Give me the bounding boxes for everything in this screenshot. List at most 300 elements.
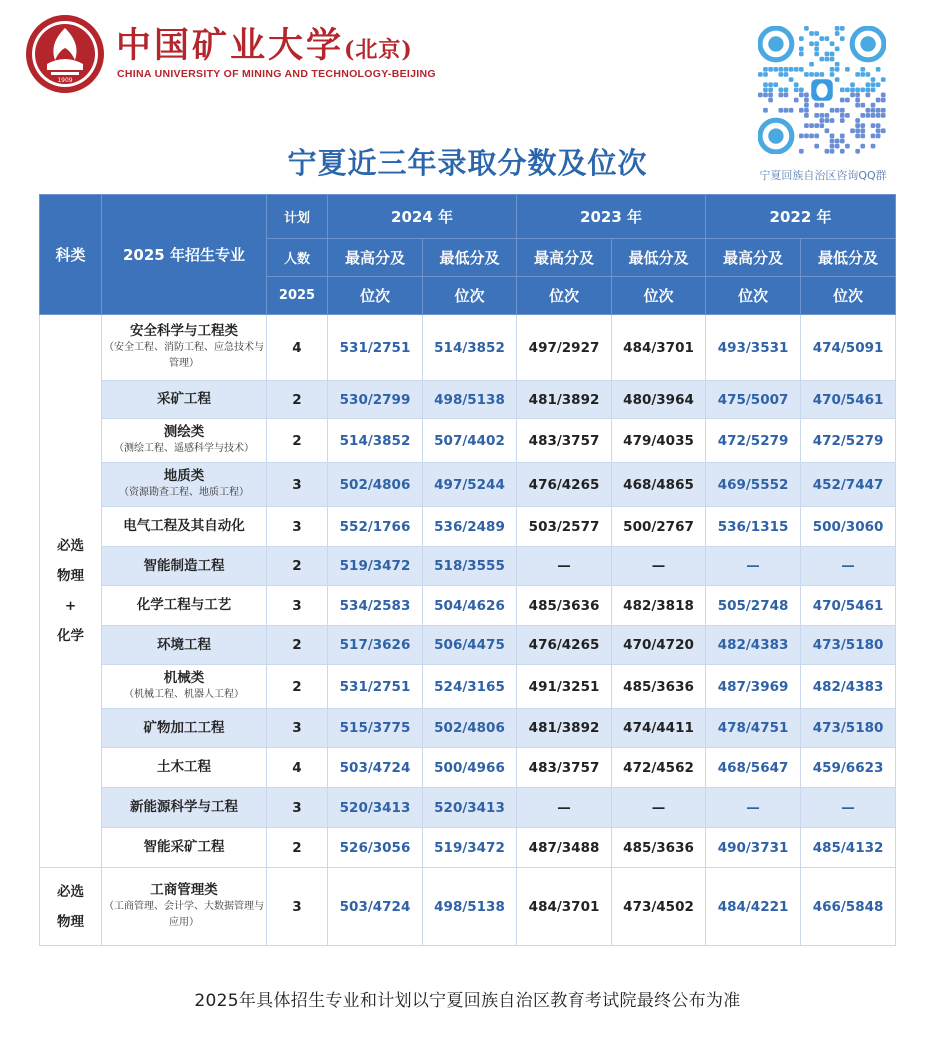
score-rank-cell: 497/5244 [423,463,517,507]
score-rank-cell: 470/4720 [612,626,706,665]
qr-module [804,72,809,77]
qr-module [835,62,840,67]
university-name-cn: 中国矿业大学(北京) [116,25,413,66]
qr-module [876,123,881,128]
major-cell [102,709,267,748]
qr-module [866,108,871,113]
score-rank-cell: — [517,547,612,586]
header-year-2022: 2022 年 [706,195,896,239]
qr-module [814,113,819,118]
qr-module [799,36,804,41]
category-line: 必选 [57,883,84,900]
table-row [40,868,896,946]
score-rank-cell: 520/3413 [423,788,517,828]
table-row [40,419,896,463]
qr-module [763,67,768,72]
qr-module [855,123,860,128]
qr-module [763,93,768,98]
qr-module [850,82,855,87]
qr-module [881,128,886,133]
major-name: 化学工程与工艺 [136,597,232,613]
major-cell [102,748,267,788]
header-2023-min-line1: 最低分及 [612,239,706,277]
qr-module [825,128,830,133]
qr-module [804,103,809,108]
qr-module [881,108,886,113]
score-rank-cell: — [612,788,706,828]
major-name: 智能采矿工程 [143,839,225,855]
qr-module [825,57,830,62]
qr-module [768,98,773,103]
header-2024-max-line1: 最高分及 [328,239,423,277]
score-rank-cell: 536/2489 [423,507,517,547]
qr-caption: 宁夏回族自治区咨询QQ群 [759,169,887,182]
qr-module [866,72,871,77]
header-2022-max-line1: 最高分及 [706,239,801,277]
qr-module [814,41,819,46]
score-rank-cell: 481/3892 [517,709,612,748]
score-rank-cell: 485/3636 [612,828,706,868]
qr-module [871,77,876,82]
qr-module [804,113,809,118]
qr-module [850,93,855,98]
qr-module [830,118,835,123]
score-rank-cell: 478/4751 [706,709,801,748]
qq-group-qr-code[interactable] [758,26,886,154]
score-rank-cell: 485/4132 [801,828,896,868]
qr-module [866,82,871,87]
qr-module [758,72,763,77]
major-name: 土木工程 [157,759,211,775]
score-rank-cell: 530/2799 [328,381,423,419]
major-name: 地质类 [163,468,205,484]
qr-module [855,72,860,77]
qr-module [825,52,830,57]
qr-module [840,134,845,139]
qr-module [860,87,865,92]
plan-count-cell: 3 [267,788,328,828]
qr-module [855,93,860,98]
qr-module [860,134,865,139]
major-cell [102,381,267,419]
qr-module [763,72,768,77]
qr-module [835,67,840,72]
score-rank-cell: 504/4626 [423,586,517,626]
header-2023-min-line2: 位次 [612,277,706,315]
score-rank-cell: 472/5279 [706,419,801,463]
qr-module [855,118,860,123]
qr-module [768,67,773,72]
score-rank-cell: 476/4265 [517,626,612,665]
qr-module [830,52,835,57]
score-rank-cell: — [612,547,706,586]
qr-module [809,41,814,46]
qr-module [881,77,886,82]
header-2024-max-line2: 位次 [328,277,423,315]
category-cell [40,868,102,946]
score-rank-cell: — [801,547,896,586]
qr-module [784,93,789,98]
qr-module [876,113,881,118]
qr-module [784,108,789,113]
score-rank-cell: 517/3626 [328,626,423,665]
qr-module [809,72,814,77]
qr-module [840,36,845,41]
score-rank-cell: 484/3701 [517,868,612,946]
qr-module [758,93,763,98]
qr-module [871,87,876,92]
score-rank-cell: 491/3251 [517,665,612,709]
major-cell [102,419,267,463]
qr-module [881,98,886,103]
table-row [40,381,896,419]
score-rank-cell: 507/4402 [423,419,517,463]
major-name: 智能制造工程 [143,557,225,574]
major-name: 测绘类 [163,424,205,440]
qr-module [830,72,835,77]
qr-module [855,87,860,92]
header-2023-max-line2: 位次 [517,277,612,315]
qr-module [804,123,809,128]
qr-module [773,67,778,72]
major-cell [102,586,267,626]
header-year-2023: 2023 年 [517,195,706,239]
score-rank-cell: 515/3775 [328,709,423,748]
score-rank-cell: 481/3892 [517,381,612,419]
qr-module [860,123,865,128]
qr-module [860,72,865,77]
score-rank-cell: 482/3818 [612,586,706,626]
qr-module [871,108,876,113]
qr-module [825,113,830,118]
qr-module [804,98,809,103]
qr-module [789,108,794,113]
score-rank-cell: 503/2577 [517,507,612,547]
qr-finder-dot [768,36,783,51]
qr-module [871,113,876,118]
qr-module [860,113,865,118]
qr-module [819,36,824,41]
plan-count-cell: 2 [267,381,328,419]
qr-module [819,57,824,62]
major-cell [102,547,267,586]
score-rank-cell: 474/4411 [612,709,706,748]
qr-module [840,26,845,31]
qr-module [850,128,855,133]
major-name: 环境工程 [157,636,211,653]
header-major: 2025 年招生专业 [102,195,267,315]
qr-module [860,67,865,72]
qr-module [778,108,783,113]
qr-module [855,128,860,133]
qr-module [789,77,794,82]
major-cell [102,507,267,547]
score-rank-cell: 470/5461 [801,586,896,626]
qr-module [840,113,845,118]
plan-count-cell: 4 [267,748,328,788]
score-rank-cell: 485/3636 [612,665,706,709]
qr-module [845,98,850,103]
qr-module [835,26,840,31]
header-category: 科类 [40,195,102,315]
qr-module [763,87,768,92]
category-cell [40,315,102,868]
qr-module [871,82,876,87]
table-row [40,828,896,868]
qr-module [804,108,809,113]
major-cell [102,315,267,381]
qr-module [860,128,865,133]
qr-module [794,98,799,103]
qr-module [835,77,840,82]
qr-module [825,118,830,123]
qr-module [778,87,783,92]
qr-module [763,108,768,113]
major-name: 安全科学与工程类 [130,323,238,339]
score-rank-cell: 473/5180 [801,709,896,748]
qr-module [768,87,773,92]
qr-module [871,103,876,108]
category-line: 化学 [57,628,84,644]
header-2022-min-line1: 最低分及 [801,239,896,277]
score-rank-cell: 469/5552 [706,463,801,507]
page-title: 宁夏近三年录取分数及位次 [287,146,648,180]
score-rank-cell: — [706,547,801,586]
qr-module [799,134,804,139]
qr-module [768,93,773,98]
major-name: 电气工程及其自动化 [123,518,245,534]
table-row [40,665,896,709]
qr-module [799,52,804,57]
qr-module [840,108,845,113]
table-row [40,788,896,828]
score-rank-cell: 531/2751 [328,665,423,709]
major-cell [102,868,267,946]
plan-count-cell: 2 [267,547,328,586]
qr-module [835,46,840,51]
score-rank-cell: 502/4806 [423,709,517,748]
major-cell [102,626,267,665]
plan-count-cell: 3 [267,586,328,626]
score-rank-cell: 487/3488 [517,828,612,868]
qr-module [768,82,773,87]
score-rank-cell: 452/7447 [801,463,896,507]
qr-module [866,93,871,98]
score-rank-cell: 536/1315 [706,507,801,547]
header-2023-max-line1: 最高分及 [517,239,612,277]
major-sub-list: （机械工程、机器人工程） [124,689,244,700]
qr-module [809,31,814,36]
category-line: + [64,598,77,614]
score-rank-cell: — [801,788,896,828]
score-rank-cell: 524/3165 [423,665,517,709]
score-rank-cell: 459/6623 [801,748,896,788]
category-line: 必选 [57,538,84,554]
qr-module [809,134,814,139]
qr-module [830,57,835,62]
score-rank-cell: 518/3555 [423,547,517,586]
score-rank-cell: 476/4265 [517,463,612,507]
score-rank-cell: 503/4724 [328,748,423,788]
admission-score-table [39,194,896,946]
header-plan-line1: 计划 [267,195,328,239]
qr-module [819,103,824,108]
table-row [40,586,896,626]
qr-module [784,87,789,92]
plan-count-cell: 3 [267,463,328,507]
score-rank-cell: 552/1766 [328,507,423,547]
qr-module [825,36,830,41]
qr-module [814,103,819,108]
qr-module [876,108,881,113]
score-rank-cell: 468/5647 [706,748,801,788]
score-rank-cell: 519/3472 [328,547,423,586]
score-rank-cell: 482/4383 [801,665,896,709]
score-rank-cell: 480/3964 [612,381,706,419]
qr-module [819,113,824,118]
score-rank-cell: 502/4806 [328,463,423,507]
seal-year-text: 1909 [57,77,73,84]
table-row [40,709,896,748]
score-rank-cell: 506/4475 [423,626,517,665]
qr-module [840,98,845,103]
score-rank-cell: 498/5138 [423,868,517,946]
qr-module [845,87,850,92]
score-rank-cell: 483/3757 [517,419,612,463]
table-row [40,748,896,788]
qr-module [804,26,809,31]
score-rank-cell: 500/3060 [801,507,896,547]
qr-module [778,72,783,77]
score-rank-cell: 485/3636 [517,586,612,626]
qr-module [830,41,835,46]
qr-module [799,67,804,72]
major-name: 新能源科学与工程 [130,799,238,815]
major-sub-list: （工商管理、会计学、大数据管理与应用） [104,901,264,928]
qr-module [871,123,876,128]
major-sub-list: （资源勘查工程、地质工程） [119,487,249,498]
qr-module [784,72,789,77]
score-rank-cell: 484/4221 [706,868,801,946]
score-rank-cell: 470/5461 [801,381,896,419]
qr-module [799,108,804,113]
qr-module [835,108,840,113]
qr-module [778,93,783,98]
score-rank-cell: 503/4724 [328,868,423,946]
qr-module [860,103,865,108]
qr-module [819,118,824,123]
qr-module [881,93,886,98]
qr-module [789,67,794,72]
plan-count-cell: 4 [267,315,328,381]
qr-module [835,31,840,36]
qr-module [840,87,845,92]
table-row [40,507,896,547]
table-row [40,315,896,381]
major-sub-list: （测绘工程、遥感科学与技术） [114,443,254,454]
header-2024-min-line1: 最低分及 [423,239,517,277]
score-rank-cell: 520/3413 [328,788,423,828]
major-cell [102,463,267,507]
qr-module [881,113,886,118]
score-rank-cell: 519/3472 [423,828,517,868]
qr-module [855,134,860,139]
footnote: 2025年具体招生专业和计划以宁夏回族自治区教育考试院最终公布为准 [194,991,741,1011]
qr-module [804,134,809,139]
qr-module [866,113,871,118]
qr-module [814,72,819,77]
qr-module [799,46,804,51]
qr-module [876,82,881,87]
table-row [40,547,896,586]
header-2022-min-line2: 位次 [801,277,896,315]
score-rank-cell: 473/4502 [612,868,706,946]
qr-module [876,134,881,139]
category-line: 物理 [57,568,84,584]
score-rank-cell: 466/5848 [801,868,896,946]
score-rank-cell: 526/3056 [328,828,423,868]
major-name: 工商管理类 [150,882,218,898]
score-rank-cell: 479/4035 [612,419,706,463]
qr-module [804,93,809,98]
qr-module [855,103,860,108]
major-name: 矿物加工工程 [143,719,225,736]
header-plan-line2: 人数 [267,239,328,277]
score-rank-cell: 505/2748 [706,586,801,626]
major-name: 采矿工程 [157,391,211,407]
score-rank-cell: 534/2583 [328,586,423,626]
qr-module [814,46,819,51]
header-2024-min-line2: 位次 [423,277,517,315]
header-year-2024: 2024 年 [328,195,517,239]
category-line: 物理 [57,913,84,930]
qr-module [876,67,881,72]
table-row [40,463,896,507]
score-rank-cell: 514/3852 [423,315,517,381]
header-plan-line3: 2025 [267,277,328,315]
major-cell [102,828,267,868]
score-rank-cell: 472/4562 [612,748,706,788]
university-name-en: CHINA UNIVERSITY OF MINING AND TECHNOLOGY-BEIJING [117,68,436,80]
score-rank-cell: 483/3757 [517,748,612,788]
qr-module [799,93,804,98]
score-rank-cell: 482/4383 [706,626,801,665]
score-rank-cell: 500/4966 [423,748,517,788]
qr-module [773,82,778,87]
major-cell [102,665,267,709]
qr-module [763,82,768,87]
qr-module [876,128,881,133]
qr-module [830,108,835,113]
plan-count-cell: 3 [267,868,328,946]
score-rank-cell: 484/3701 [612,315,706,381]
qr-module [814,123,819,128]
qr-finder-dot [860,36,875,51]
major-sub-list: （安全工程、消防工程、应急技术与管理） [104,342,264,369]
plan-count-cell: 2 [267,665,328,709]
qr-module [850,87,855,92]
qr-module [855,98,860,103]
score-rank-cell: — [517,788,612,828]
score-rank-cell: 474/5091 [801,315,896,381]
score-rank-cell: 472/5279 [801,419,896,463]
plan-count-cell: 3 [267,709,328,748]
score-rank-cell: 487/3969 [706,665,801,709]
qr-module [778,67,783,72]
qr-module [830,67,835,72]
score-rank-cell: 490/3731 [706,828,801,868]
qr-module [809,62,814,67]
